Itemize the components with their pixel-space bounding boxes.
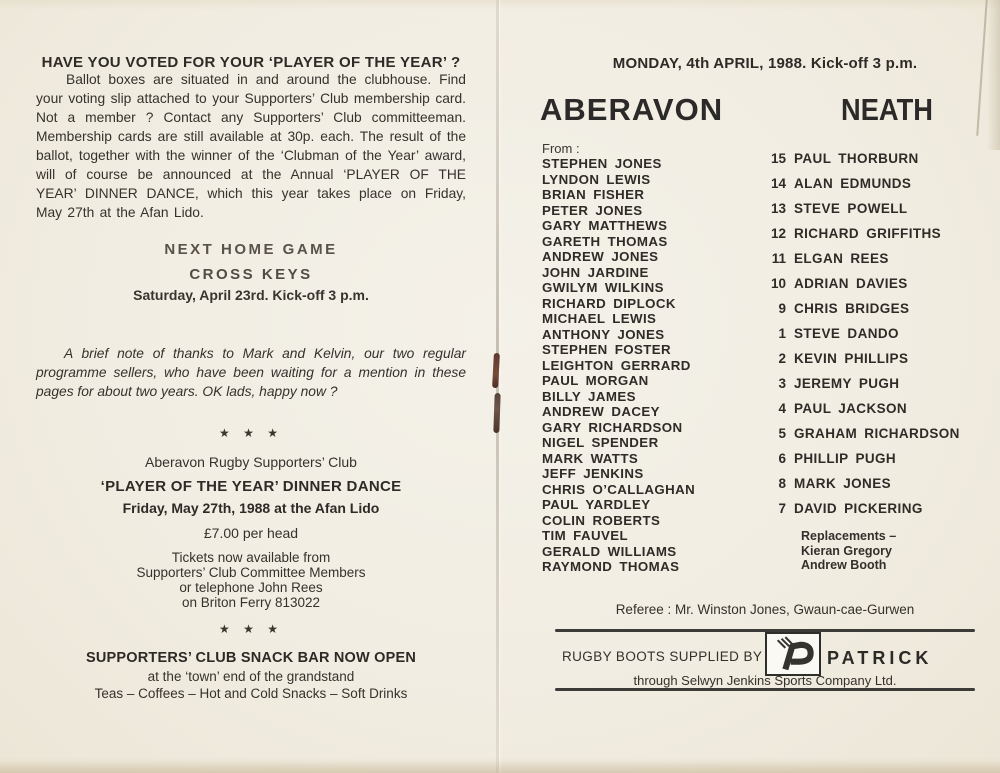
player-name: ANTHONY JONES [542,326,665,342]
page-edge-shading [987,0,1000,150]
player-name: ANDREW DACEY [542,404,660,419]
left-page-title: HAVE YOU VOTED FOR YOUR ‘PLAYER OF THE YEAR’ ? [41,54,461,71]
next-home-game-kickoff: Saturday, April 23rd. Kick-off 3 p.m. [133,287,369,303]
player-name: RAYMOND THOMAS [542,559,680,574]
player-row [768,252,960,266]
player-row [768,352,960,366]
player-row [768,452,960,466]
player-row [768,302,960,316]
player-row [768,377,960,391]
shirt-number: 6 [778,451,786,466]
player-name: STEVE DANDO [794,326,899,341]
player-row [768,177,960,191]
dinner-dance-price: £7.00 per head [203,525,299,541]
player-name: NIGEL SPENDER [542,435,659,450]
player-name: PAUL MORGAN [542,373,649,388]
snack-bar-location: at the ‘town’ end of the grandstand [147,669,355,684]
player-name: ANDREW JONES [542,249,659,264]
player-name: TIM FAUVEL [542,528,629,543]
player-name: BRIAN FISHER [542,187,645,202]
thanks-note: A brief note of thanks to Mark and Kelvin, our two regular programme sellers, who have been waiting for a mention in these pages for about two years. OK lads, happy now ? [36,346,466,399]
snack-bar-heading: SUPPORTERS’ CLUB SNACK BAR NOW OPEN [85,650,417,666]
neath-team-list [768,152,960,527]
shirt-number: 11 [771,251,786,266]
player-name: RICHARD DIPLOCK [542,295,676,311]
player-name: GWILYM WILKINS [542,280,664,295]
shirt-number: 13 [770,201,786,216]
player-name: ADRIAN DAVIES [794,276,908,291]
player-row [768,327,960,341]
dinner-dance-title: ‘PLAYER OF THE YEAR’ DINNER DANCE [100,478,402,495]
player-name: ELGAN REES [794,251,889,266]
sponsor-brand-name: PATRICK [827,648,933,668]
tickets-line: Tickets now available from [171,550,331,565]
player-name: CHRIS BRIDGES [794,301,910,316]
star-separator-icon: ★ ★ ★ [219,426,283,440]
player-name: PAUL YARDLEY [542,497,651,512]
player-name: LYNDON LEWIS [542,171,651,187]
replacement-player: Andrew Booth [801,558,887,572]
star-separator-icon: ★ ★ ★ [219,622,283,636]
player-name: BILLY JAMES [542,388,636,404]
replacements-block [801,529,896,573]
patrick-p-glyph [770,636,816,672]
player-name: MICHAEL LEWIS [542,311,657,326]
match-date-header: MONDAY, 4th APRIL, 1988. Kick-off 3 p.m. [612,55,918,72]
next-home-game-opponent: CROSS KEYS [189,266,313,283]
patrick-logo-icon [765,632,821,676]
player-name: LEIGHTON GERRARD [542,357,691,373]
player-name: MARK JONES [794,476,892,491]
scan-bottom-shading [0,761,1000,773]
player-name: PAUL THORBURN [794,151,919,166]
player-name: ALAN EDMUNDS [794,176,912,191]
ballot-paragraph: Ballot boxes are situated in and around the clubhouse. Find your voting slip attached to your Supporters’ Club membership card. Not a member ? Contact any Supporters’ Club committeeman. Membership cards are still available at 30p. each. The result of the ballot, together with the winner of the ‘Clubman of the Year’ award, will of course be announced at the Annual ‘PLAYER OF THE YEAR’ DINNER DANCE, which this year takes place on Friday, May 27th at the Afan Lido. [36,72,466,220]
player-name: MARK WATTS [542,450,639,466]
away-team-name: NEATH [841,92,933,127]
player-row [768,502,960,516]
staple [493,393,500,433]
replacements-label: Replacements – [801,529,897,543]
sponsor-supplied-by: RUGBY BOOTS SUPPLIED BY [562,649,763,664]
player-name: PAUL JACKSON [794,401,908,416]
player-name: GARETH THOMAS [542,233,668,249]
player-name: PETER JONES [542,202,643,218]
player-row [768,402,960,416]
player-name: GERALD WILLIAMS [542,543,677,559]
shirt-number: 15 [770,151,786,166]
player-name: STEVE POWELL [794,201,908,216]
shirt-number: 1 [778,326,786,341]
dinner-dance-venue: Friday, May 27th, 1988 at the Afan Lido [122,500,380,516]
player-name: JEFF JENKINS [542,466,644,481]
shirt-number: 14 [770,176,786,191]
sponsor-through-line: through Selwyn Jenkins Sports Company Ltd. [633,673,897,688]
player-name: GARY MATTHEWS [542,218,668,233]
supporters-club-line: Aberavon Rugby Supporters’ Club [145,454,357,470]
player-row [768,152,960,166]
player-name: KEVIN PHILLIPS [794,351,909,366]
player-name: COLIN ROBERTS [542,512,661,528]
player-row [768,477,960,491]
player-name: STEPHEN FOSTER [542,342,672,357]
player-row [768,277,960,291]
player-name: STEPHEN JONES [542,156,662,171]
shirt-number: 9 [778,301,786,316]
player-name: RICHARD GRIFFITHS [794,226,942,241]
player-name: JOHN JARDINE [542,264,649,280]
player-name: DAVID PICKERING [794,501,923,516]
tickets-line: Supporters’ Club Committee Members [136,565,366,580]
shirt-number: 5 [778,426,786,441]
tickets-line: on Briton Ferry 813022 [181,595,321,610]
next-home-game-heading: NEXT HOME GAME [164,241,338,258]
shirt-number: 4 [778,401,786,416]
player-name: CHRIS O’CALLAGHAN [542,481,696,497]
shirt-number: 7 [778,501,786,516]
tickets-line: or telephone John Rees [179,580,323,595]
shirt-number: 12 [770,226,786,241]
aberavon-squad-list [542,156,695,575]
shirt-number: 2 [778,351,786,366]
player-row [768,427,960,441]
snack-bar-menu: Teas – Coffees – Hot and Cold Snacks – Soft Drinks [94,686,408,701]
sponsor-rule-bottom [555,688,975,691]
player-row [768,202,960,216]
shirt-number: 8 [778,476,786,491]
player-name: GARY RICHARDSON [542,419,683,435]
shirt-number: 10 [770,276,786,291]
referee-line: Referee : Mr. Winston Jones, Gwaun-cae-Gurwen [615,602,915,617]
shirt-number: 3 [778,376,786,391]
replacement-player: Kieran Gregory [801,543,893,558]
player-name: JEREMY PUGH [794,376,900,391]
player-name: PHILLIP PUGH [794,451,897,466]
player-name: GRAHAM RICHARDSON [794,426,960,441]
home-team-name: ABERAVON [540,92,724,127]
player-row [768,227,960,241]
from-label: From : [542,141,580,156]
